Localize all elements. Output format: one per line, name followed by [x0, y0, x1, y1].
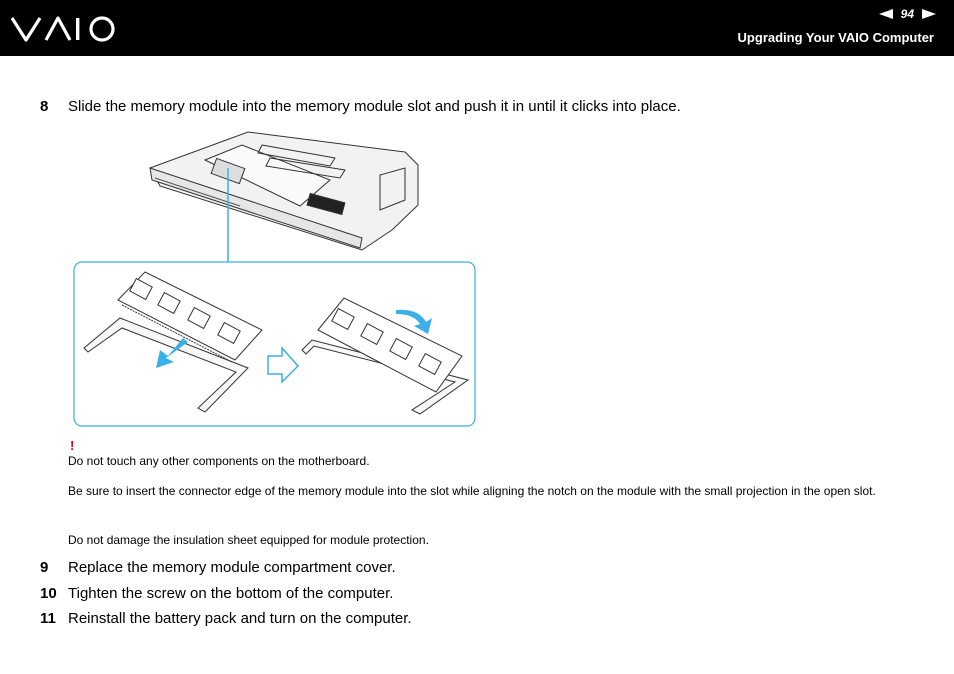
step-number: 11 — [40, 610, 56, 627]
warning-icon: ! — [70, 438, 75, 453]
step-10 — [40, 585, 393, 602]
warning-note-3: Do not damage the insulation sheet equipped for module protection. — [68, 533, 429, 547]
section-title: Upgrading Your VAIO Computer — [737, 30, 934, 45]
laptop-illustration — [150, 132, 418, 250]
step-number: 9 — [40, 559, 49, 576]
step-number: 10 — [40, 585, 57, 602]
page-number: 94 — [900, 7, 914, 21]
step-text: Reinstall the battery pack and turn on the computer. — [68, 610, 412, 627]
step-text: Slide the memory module into the memory module slot and push it in until it clicks into place. — [68, 98, 681, 115]
step-number: 8 — [40, 98, 49, 115]
step-text: Replace the memory module compartment cover. — [68, 559, 396, 576]
warning-note-2: Be sure to insert the connector edge of the memory module into the slot while aligning the notch on the module with the small projection in the open slot. — [68, 484, 876, 498]
step-text: Tighten the screw on the bottom of the computer. — [68, 585, 394, 602]
step-11 — [40, 610, 412, 627]
warning-note-1: Do not touch any other components on the motherboard. — [68, 454, 370, 468]
step-9 — [40, 559, 396, 576]
